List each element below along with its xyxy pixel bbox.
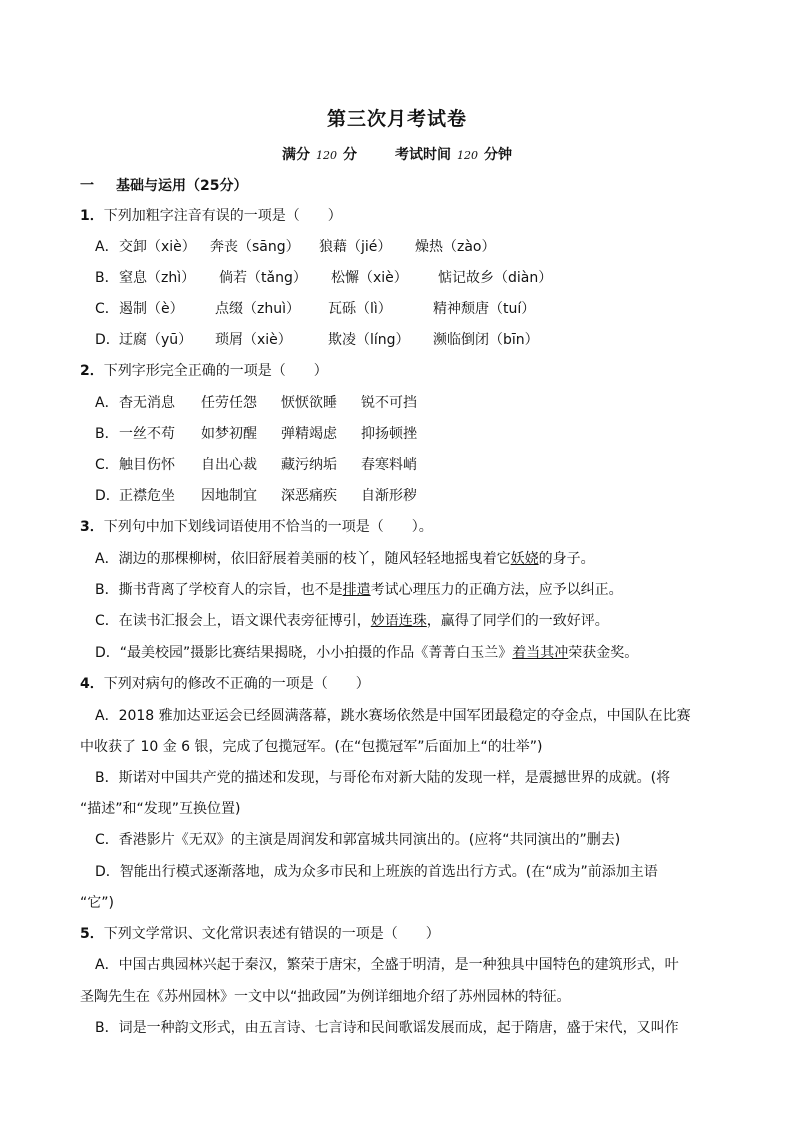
option-item: 迂腐（yū） (119, 332, 193, 348)
question-number: 5． (80, 926, 104, 942)
option-text: “最美校园”摄影比赛结果揭晓，小小拍摄的作品《菁菁白玉兰》 (119, 645, 513, 661)
option-item: 精神颓唐（tuí） (433, 301, 536, 317)
option-text: 撕书背离了学校育人的宗旨，也不是 (118, 582, 343, 598)
option-text: 湖边的那棵柳树，依旧舒展着美丽的枝丫，随风轻轻地摇曳着它 (118, 551, 511, 567)
question-number: 2． (80, 363, 104, 379)
section-number: 一 (80, 178, 94, 194)
question-4-stem (80, 674, 370, 694)
option-item: 松懈（xiè） (331, 270, 408, 286)
q3-option-a (95, 549, 595, 569)
option-item: 瓦砾（lì） (328, 301, 392, 317)
q3-option-c (95, 611, 609, 631)
option-text: ，赢得了同学们的一致好评。 (426, 613, 609, 629)
option-label: A． (95, 551, 119, 567)
q4-option-a-line1: A．2018 雅加达亚运会已经圆满落幕，跳水赛场依然是中国军团最稳定的夺金点，中国队在比赛 (95, 708, 691, 724)
question-1-stem (80, 206, 342, 226)
option-item: 窒息（zhì） (119, 270, 196, 286)
option-item: 恹恹欲睡 (281, 395, 337, 411)
exam-time-value: 120 (457, 149, 478, 162)
option-item: 狼藉（jié） (319, 239, 392, 255)
exam-subtitle (0, 144, 794, 164)
option-label: B． (95, 426, 119, 442)
option-item: 藏污纳垢 (281, 457, 337, 473)
q4-option-b-line2: “描述”和“发现”互换位置) (80, 801, 241, 817)
option-item: 自出心裁 (201, 457, 257, 473)
question-text: 下列对病句的修改不正确的一项是（ ） (103, 676, 370, 692)
option-item: 任劳任怨 (201, 395, 257, 411)
q3-option-b (95, 580, 623, 600)
exam-time-unit: 分钟 (484, 147, 512, 163)
q4-option-a-line2: 中收获了 10 金 6 银，完成了包揽冠军。(在“包揽冠军”后面加上“的壮举”) (80, 739, 543, 755)
q4-option-d-line2: “它”) (80, 895, 114, 911)
question-text: 下列句中加下划线词语使用不恰当的一项是（ ）。 (103, 519, 433, 535)
option-label: A． (95, 395, 119, 411)
option-label: D． (95, 332, 120, 348)
option-item: 琐屑（xiè） (215, 332, 292, 348)
option-text: 的身子。 (538, 551, 595, 567)
option-label: B． (95, 270, 119, 286)
option-item: 抑扬顿挫 (361, 426, 417, 442)
option-item: 杳无消息 (119, 395, 175, 411)
option-item: 因地制宜 (201, 488, 257, 504)
question-number: 1． (80, 208, 104, 224)
q3-option-d (95, 643, 638, 663)
option-item: 欺凌（líng） (328, 332, 410, 348)
q5-option-a-line2: 圣陶先生在《苏州园林》一文中以“拙政园”为例详细地介绍了苏州园林的特征。 (80, 989, 571, 1005)
option-item: 惦记故乡（diàn） (438, 270, 553, 286)
full-score-value: 120 (316, 149, 337, 162)
option-item: 点缀（zhuì） (215, 301, 300, 317)
option-item: 倘若（tǎng） (219, 270, 307, 286)
option-item: 遏制（è） (119, 301, 184, 317)
underlined-word: 着当其冲 (512, 645, 569, 661)
question-number: 3． (80, 519, 104, 535)
section-title: 基础与运用（25分） (116, 178, 248, 194)
option-label: C． (95, 457, 119, 473)
option-item: 濒临倒闭（bīn） (433, 332, 539, 348)
option-item: 自渐形秽 (361, 488, 417, 504)
option-item: 交卸（xiè） (119, 239, 196, 255)
option-label: D． (95, 645, 120, 661)
option-label: C． (95, 301, 119, 317)
option-label: A． (95, 239, 119, 255)
option-item: 正襟危坐 (119, 488, 175, 504)
q5-option-b-line1: B．词是一种韵文形式，由五言诗、七言诗和民间歌谣发展而成，起于隋唐，盛于宋代，又叫作 (95, 1020, 679, 1036)
q5-option-a-line1: A．中国古典园林兴起于秦汉，繁荣于唐宋，全盛于明清，是一种独具中国特色的建筑形式，叶 (95, 957, 679, 973)
question-text: 下列文学常识、文化常识表述有错误的一项是（ ） (103, 926, 440, 942)
option-text: 考试心理压力的正确方法，应予以纠正。 (370, 582, 623, 598)
option-label: C． (95, 613, 119, 629)
full-score-unit: 分 (343, 147, 357, 163)
question-2-stem (80, 361, 328, 381)
q4-option-c: C．香港影片《无双》的主演是周润发和郭富城共同演出的。(应将“共同演出的”删去) (95, 832, 621, 848)
option-label: B． (95, 582, 119, 598)
option-item: 春寒料峭 (361, 457, 417, 473)
exam-time-label: 考试时间 (395, 147, 451, 163)
option-item: 一丝不苟 (119, 426, 175, 442)
underlined-word: 排遣 (342, 582, 371, 598)
option-item: 燥热（zào） (415, 239, 496, 255)
option-label: D． (95, 488, 120, 504)
underlined-word: 妙语连珠 (370, 613, 427, 629)
question-text: 下列字形完全正确的一项是（ ） (103, 363, 328, 379)
option-text: 荣获金奖。 (568, 645, 639, 661)
exam-title: 第三次月考试卷 (326, 108, 467, 130)
question-number: 4． (80, 676, 104, 692)
option-item: 触目伤怀 (119, 457, 175, 473)
underlined-word: 妖娆 (510, 551, 539, 567)
q4-option-b-line1: B．斯诺对中国共产党的描述和发现，与哥伦布对新大陆的发现一样，是震撼世界的成就。(将 (95, 770, 671, 786)
option-item: 深恶痛疾 (281, 488, 337, 504)
option-item: 锐不可挡 (361, 395, 417, 411)
option-item: 奔丧（sāng） (210, 239, 300, 255)
option-item: 弹精竭虑 (281, 426, 337, 442)
full-score-label: 满分 (282, 147, 310, 163)
q4-option-d-line1: D．智能出行模式逐渐落地，成为众多市民和上班族的首选出行方式。(在“成为”前添加主语 (95, 864, 658, 880)
question-3-stem (80, 517, 433, 537)
option-text: 在读书汇报会上，语文课代表旁征博引， (118, 613, 371, 629)
question-5-stem (80, 924, 440, 944)
option-item: 如梦初醒 (201, 426, 257, 442)
section-heading (80, 176, 247, 196)
question-text: 下列加粗字注音有误的一项是（ ） (103, 208, 342, 224)
